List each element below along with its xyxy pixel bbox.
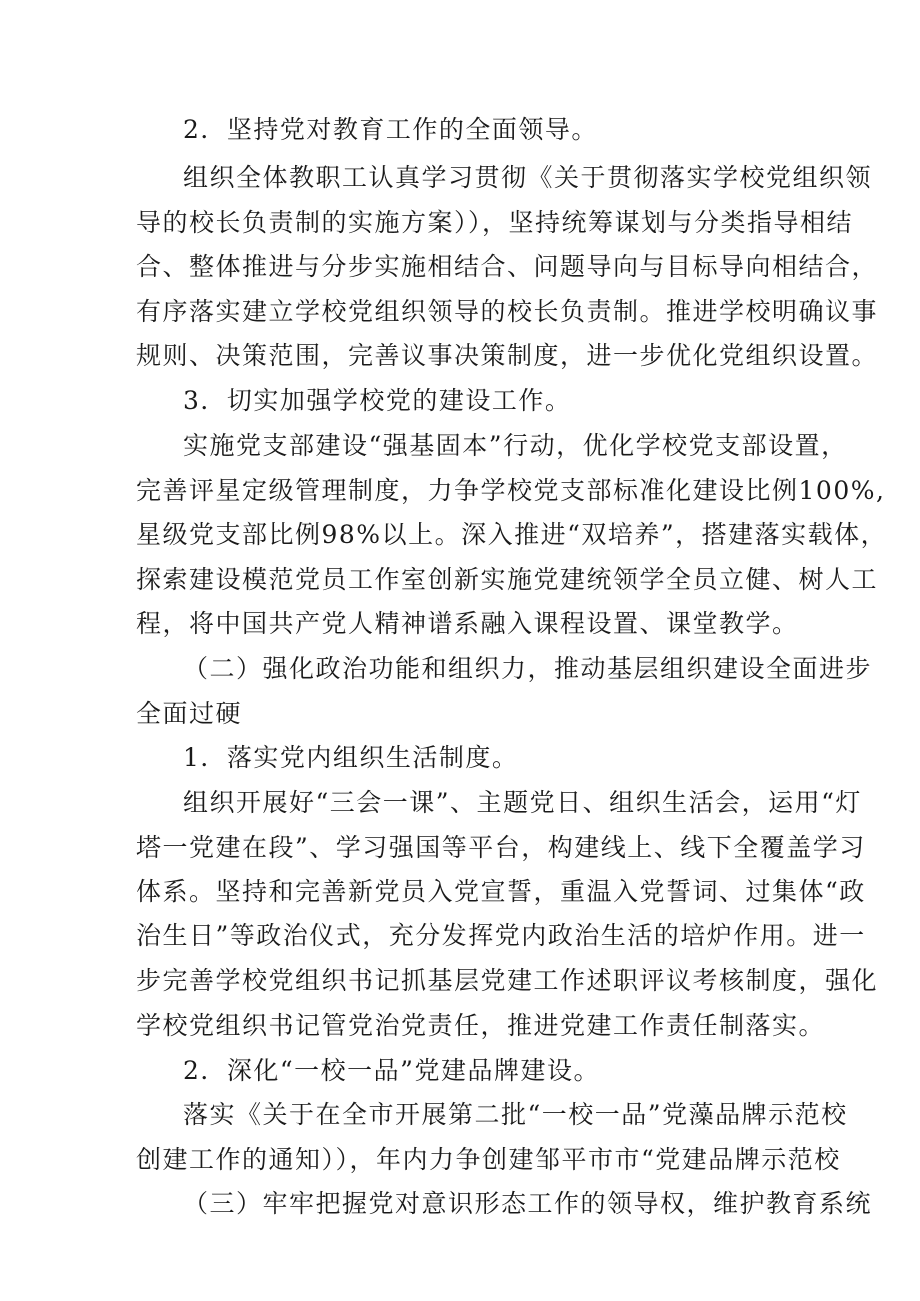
heading-item-2: 2．坚持党对教育工作的全面领导。 xyxy=(183,115,598,144)
paragraph-line: 规则、决策范围，完善议事决策制度，进一步优化党组织设置。 xyxy=(136,341,879,370)
section-heading-2-cont: 全面过硬 xyxy=(136,699,243,728)
section-heading-2: （二）强化政治功能和组织力，推动基层组织建设全面进步 xyxy=(183,654,873,683)
paragraph-line: 治生日”等政治仪式，充分发挥党内政治生活的培炉作用。进一 xyxy=(136,921,866,950)
paragraph-line: 星级党支部比例98%以上。深入推进“双培养”，搭建落实载体， xyxy=(136,520,888,549)
paragraph-line: 探索建设模范党员工作室创新实施党建统领学全员立健、树人工 xyxy=(136,565,879,594)
paragraph-line: 完善评星定级管理制度，力争学校党支部标准化建设比例100%, xyxy=(136,476,886,505)
paragraph-line: 塔一党建在段”、学习强国等平台，构建线上、线下全覆盖学习 xyxy=(136,833,866,862)
paragraph-line: 组织开展好“三会一课”、主题党日、组织生活会，运用“灯 xyxy=(183,788,862,817)
paragraph-line: 合、整体推进与分步实施相结合、问题导向与目标导向相结合， xyxy=(136,252,879,281)
paragraph-line: 落实《关于在全市开展第二批“一校一品”党藻品牌示范校 xyxy=(183,1100,848,1129)
paragraph-line: 实施党支部建设“强基固本”行动，优化学校党支部设置， xyxy=(183,431,848,460)
section-heading-3: （三）牢牢把握党对意识形态工作的领导权，维护教育系统 xyxy=(183,1189,873,1218)
paragraph-line: 体系。坚持和完善新党员入党宣誓，重温入党誓词、过集体“政 xyxy=(136,877,866,906)
heading-item-1: 1．落实党内组织生活制度。 xyxy=(183,743,519,772)
paragraph-line: 有序落实建立学校党组织领导的校长负责制。推进学校明确议事 xyxy=(136,297,879,326)
heading-item-3: 3．切实加强学校党的建设工作。 xyxy=(183,386,572,415)
heading-item-2b: 2．深化“一校一品”党建品牌建设。 xyxy=(183,1056,600,1085)
paragraph-line: 程，将中国共产党人精神谱系融入课程设置、课堂教学。 xyxy=(136,609,799,638)
paragraph-line: 创建工作的通知）），年内力争创建邹平市市“党建品牌示范校 xyxy=(136,1145,841,1174)
paragraph-line: 导的校长负责制的实施方案）），坚持统筹谋划与分类指导相结 xyxy=(136,208,854,237)
paragraph-line: 组织全体教职工认真学习贯彻《关于贯彻落实学校党组织领 xyxy=(183,163,873,192)
paragraph-line: 学校党组织书记管党治党责任，推进党建工作责任制落实。 xyxy=(136,1011,826,1040)
paragraph-line: 步完善学校党组织书记抓基层党建工作述职评议考核制度，强化 xyxy=(136,966,879,995)
